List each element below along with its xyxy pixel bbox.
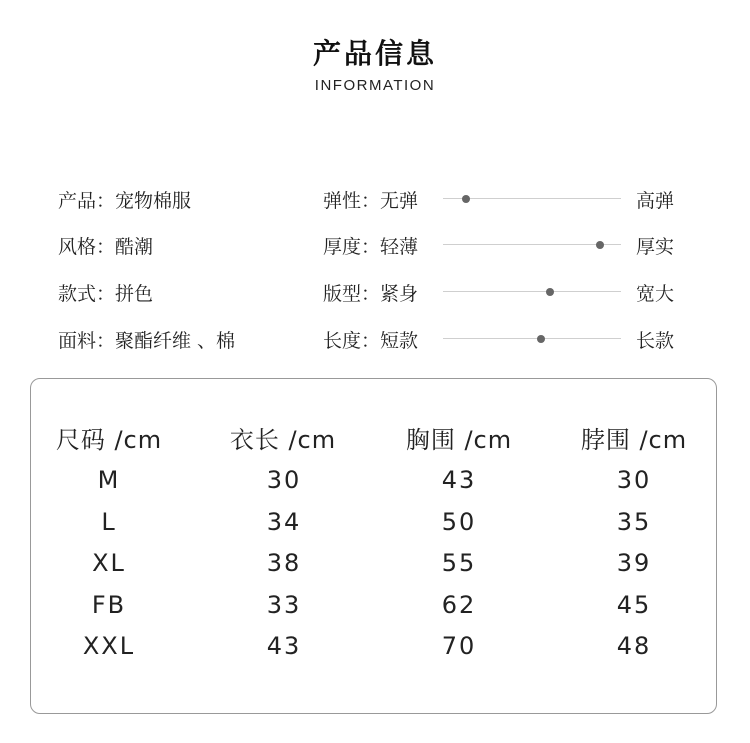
style-attribute: 风格：酷潮: [58, 236, 154, 258]
page-subtitle: INFORMATION: [314, 77, 436, 94]
elasticity-label: 弹性：无弹: [323, 190, 419, 212]
page-title: 产品信息: [312, 37, 437, 70]
size-chart-panel: [30, 378, 717, 714]
neck-cell: 39: [616, 549, 652, 577]
chest-cell: 43: [441, 466, 477, 494]
length-cell: 33: [266, 590, 302, 619]
size-cell: XXL: [82, 632, 136, 660]
fit-scale: [443, 291, 621, 292]
size-cell: FB: [91, 590, 127, 619]
fit-max-label: 宽大: [636, 283, 675, 305]
table-row: [31, 508, 716, 550]
size-cell: XL: [92, 549, 126, 577]
thickness-label: 厚度：轻薄: [323, 236, 419, 258]
fit-label: 版型：紧身: [323, 283, 419, 305]
neck-cell: 35: [616, 507, 652, 536]
neck-cell: 30: [616, 466, 652, 494]
info-row: [0, 232, 750, 266]
info-row: [0, 326, 750, 360]
column-header-size: 尺码 /cm: [55, 426, 163, 454]
neck-cell: 48: [616, 632, 652, 660]
elasticity-indicator: [462, 195, 470, 203]
length-scale: [443, 338, 621, 339]
column-header-chest: 胸围 /cm: [405, 426, 513, 454]
length-cell: 43: [266, 632, 302, 660]
chest-cell: 62: [441, 590, 477, 619]
chest-cell: 70: [441, 632, 477, 660]
table-row: [31, 591, 716, 633]
thickness-max-label: 厚实: [636, 236, 675, 258]
neck-cell: 45: [616, 590, 652, 619]
table-row: [31, 549, 716, 591]
elasticity-max-label: 高弹: [636, 190, 675, 212]
column-header-length: 衣长 /cm: [229, 426, 337, 454]
product-attribute: 产品：宠物棉服: [58, 190, 192, 212]
size-table: [31, 420, 716, 674]
design-attribute: 款式：拼色: [58, 283, 154, 305]
table-row: [31, 466, 716, 508]
elasticity-scale: [443, 198, 621, 199]
fit-indicator: [546, 288, 554, 296]
length-cell: 38: [266, 549, 302, 577]
length-label: 长度：短款: [323, 330, 419, 352]
column-header-neck: 脖围 /cm: [580, 426, 688, 454]
length-indicator: [537, 335, 545, 343]
thickness-scale: [443, 244, 621, 245]
table-row: [31, 632, 716, 674]
length-cell: 34: [266, 507, 302, 536]
info-row: [0, 279, 750, 313]
material-attribute: 面料：聚酯纤维 、棉: [58, 330, 236, 352]
length-max-label: 长款: [636, 330, 675, 352]
size-cell: L: [101, 507, 117, 536]
chest-cell: 55: [441, 549, 477, 577]
size-table-header: [31, 420, 716, 466]
chest-cell: 50: [441, 507, 477, 536]
thickness-indicator: [596, 241, 604, 249]
size-cell: M: [97, 466, 121, 494]
info-row: [0, 186, 750, 220]
length-cell: 30: [266, 466, 302, 494]
